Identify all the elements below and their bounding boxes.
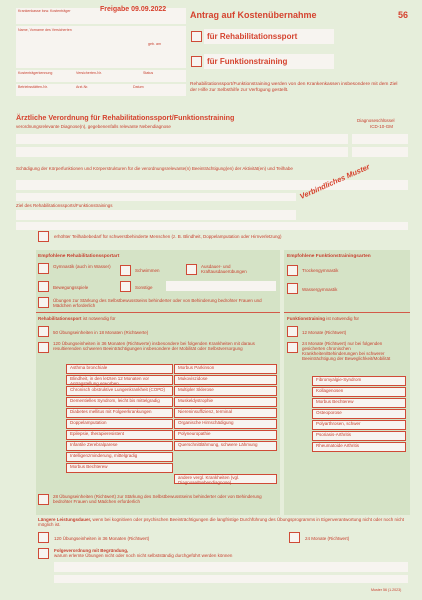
- funktion-divider: [284, 312, 410, 313]
- followup-field-1[interactable]: [54, 562, 408, 572]
- disease-item[interactable]: Fibromyalgie-Syndrom: [312, 376, 406, 386]
- sport-sonstige-checkbox[interactable]: [120, 281, 131, 292]
- insured-no-label: Versicherten-Nr.: [76, 71, 102, 75]
- disease-item[interactable]: Polyneuropathie: [174, 430, 277, 440]
- icd-field-2[interactable]: [352, 147, 408, 157]
- funktionstraining-option-label: für Funktionstraining: [207, 57, 288, 66]
- rehasport-necessary-title: Rehabilitationssport ist notwendig für: [38, 316, 116, 321]
- goal-field-2[interactable]: [16, 222, 408, 230]
- sport-schwimmen-checkbox[interactable]: [120, 265, 131, 276]
- rehasport-recommended-title: Empfohlene Rehabilitationssportart: [38, 254, 120, 259]
- disease-item[interactable]: Psoriasis-Arthritis: [312, 431, 406, 441]
- longer-units120-checkbox[interactable]: [38, 532, 49, 543]
- sport-schwimmen-label: Schwimmen: [135, 268, 160, 273]
- form-title: Antrag auf Kostenübernahme: [190, 10, 317, 20]
- disease-item[interactable]: Morbus Parkinson: [174, 364, 277, 374]
- disease-item[interactable]: Polyarthrosen, schwer: [312, 420, 406, 430]
- insurer-id-label: Kostenträgerkennung: [18, 71, 53, 75]
- disease-item[interactable]: Infantile Zerebralparese: [66, 441, 173, 451]
- disease-item[interactable]: Mukoviszidose: [174, 375, 277, 385]
- disease-item[interactable]: Doppelamputation: [66, 419, 173, 429]
- funktion-wasser-label: Wassergymnastik: [302, 287, 338, 292]
- patient-name-label: Name, Vorname des Versicherten: [18, 28, 72, 32]
- disease-item[interactable]: Kollagenosen: [312, 387, 406, 397]
- disease-item[interactable]: Epilepsie, therapieresistent: [66, 430, 173, 440]
- funktion-12-label: 12 Monate (Richtwert): [302, 330, 347, 335]
- funktion-24-checkbox[interactable]: [287, 342, 298, 353]
- insurer-label: Krankenkasse bzw. Kostenträger: [18, 9, 71, 13]
- sport-gymnastik-checkbox[interactable]: [38, 263, 49, 274]
- diagnosis-field-2[interactable]: [16, 147, 348, 157]
- diag-key-label: Diagnoseschlüssel: [357, 118, 395, 123]
- sport-sonstige-field[interactable]: [166, 281, 276, 291]
- longer-24-checkbox[interactable]: [289, 532, 300, 543]
- increased-need-label: erhöhter Teilhabebedarf für schwerstbehinderte Menschen (z. B. Blindheit, Doppelamputation oder Hirnverletzung): [54, 234, 282, 239]
- disease-item[interactable]: Multipler Sklerose: [174, 386, 277, 396]
- impairment-field-1[interactable]: [16, 180, 408, 190]
- impairment-field-2[interactable]: [16, 193, 296, 201]
- impairment-label: Schädigung der Körperfunktionen und Körperstrukturen für die verordnungsrelevante(n) Beeinträchtigung(en) der Aktivität(en) und Teilhabe: [16, 166, 293, 171]
- rehasport-divider: [36, 312, 280, 313]
- sample-stamp: Verbindliches Muster: [298, 162, 372, 201]
- sport-bewegungsspiele-checkbox[interactable]: [38, 281, 49, 292]
- disease-item[interactable]: Organische Hirnschädigung: [174, 419, 277, 429]
- longer-duration-text: Längere Leistungsdauer, wenn bei kognitiven oder psychischen Beeinträchtigungen die langfristige Durchführung des Übungsprogramms in Eigenverantwortung nicht oder noch nicht möglich ist.: [38, 517, 404, 528]
- units120-checkbox[interactable]: [38, 342, 49, 353]
- units120-label: 120 Übungseinheiten in 36 Monaten (Richtwerte) insbesondere bei folgenden Krankheiten mit daraus resultierenden schweren Beeinträchtigungen insbesondere der Mobilität oder Selbstversorgung: [53, 341, 255, 351]
- funktion-wasser-checkbox[interactable]: [287, 283, 298, 294]
- funktion-trocken-label: Trockengymnastik: [302, 268, 339, 273]
- funktion-24-label: 24 Monate (Richtwert) nur bei folgenden gesicherten chronischen Krankheiten/Behinderungen bei schwerer Beeinträchtigung der Beweglichkeit/Mobilität: [302, 341, 391, 361]
- rehasport-checkbox[interactable]: [191, 31, 202, 42]
- units28-checkbox[interactable]: [38, 494, 49, 505]
- disease-item[interactable]: Muskeldystrophie: [174, 397, 277, 407]
- form-reference: Muster 56 (1.2023): [371, 588, 402, 592]
- rehasport-option[interactable]: [204, 29, 334, 44]
- units50-checkbox[interactable]: [38, 326, 49, 337]
- intro-text: Rehabilitationssport/Funktionstraining werden von den Krankenkassen insbesondere mit dem Ziel der Hilfe zur Selbsthilfe zur Verfügung gestellt.: [190, 82, 398, 93]
- disease-item[interactable]: Rheumatoide Arthritis: [312, 442, 406, 452]
- strength-exercises-label: Übungen zur Stärkung des Selbstbewusstseins behinderter oder von Behinderung bedrohter Frauen und Mädchen erforderlich: [53, 298, 262, 308]
- disease-item[interactable]: Niereninsuffizienz, terminal: [174, 408, 277, 418]
- funktion-12-checkbox[interactable]: [287, 326, 298, 337]
- status-label: Status: [143, 71, 154, 75]
- doctor-no-label: Arzt-Nr.: [76, 85, 89, 89]
- disease-item[interactable]: Intelligenzminderung, mittelgradig: [66, 452, 173, 462]
- disease-item[interactable]: Osteoporose: [312, 409, 406, 419]
- followup-text: Folgeverordnung mit Begründung, warum erlernte Übungen nicht oder noch nicht selbstständig durchgeführt werden können: [54, 548, 233, 559]
- disease-item[interactable]: andere vergl. Krankheiten (vgl. Diagnose/Nebendiagnose): [174, 474, 277, 484]
- funktion-trocken-checkbox[interactable]: [287, 265, 298, 276]
- sport-gymnastik-label: Gymnastik (auch im Wasser): [53, 264, 111, 269]
- funktionstraining-checkbox[interactable]: [191, 56, 202, 67]
- funktion-necessary-title: Funktionstraining ist notwendig für: [287, 316, 360, 321]
- disease-item[interactable]: Blindheit, in den letzten 12 Monaten vor Antragstellung erworben: [66, 375, 173, 385]
- units50-label: 50 Übungseinheiten in 18 Monaten (Richtwerte): [53, 330, 149, 335]
- birth-date-label: geb. am: [148, 42, 161, 46]
- goal-label: Ziel des Rehabilitationssports/Funktionstrainings: [16, 203, 113, 208]
- sport-ausdauer-label: Ausdauer- und Kraftausdauerübungen: [201, 264, 247, 274]
- disease-item[interactable]: Chronisch obstruktive Lungenkrankheit (COPD): [66, 386, 173, 396]
- diagnosis-field-1[interactable]: [16, 134, 348, 144]
- form-number: 56: [398, 10, 409, 20]
- icd-label: ICD-10-GM: [370, 124, 394, 129]
- increased-need-checkbox[interactable]: [38, 231, 49, 242]
- funktionstraining-option[interactable]: [204, 54, 334, 69]
- prescription-title: Ärztliche Verordnung für Rehabilitationssport/Funktionstraining: [16, 113, 235, 122]
- icd-field-1[interactable]: [352, 134, 408, 144]
- disease-item[interactable]: Dementielles Syndrom, leicht bis mittelgradig: [66, 397, 173, 407]
- disease-item[interactable]: Diabetes mellitus mit Folgeerkrankungen: [66, 408, 173, 418]
- disease-item[interactable]: Morbus Bechterew: [66, 463, 173, 473]
- funktion-recommended-title: Empfohlene Funktionstrainingsarten: [287, 254, 371, 259]
- sport-sonstige-label: Sonstige: [135, 285, 153, 290]
- followup-field-2[interactable]: [54, 575, 408, 583]
- units28-label: 28 Übungseinheiten (Richtwert) zur Stärkung des Selbstbewusstseins behinderter oder von Behinderung bedrohter Frauen und Mädchen erforderlich: [53, 494, 262, 504]
- disease-item[interactable]: Morbus Bechterew: [312, 398, 406, 408]
- disease-item[interactable]: Asthma bronchiale: [66, 364, 173, 374]
- release-stamp: Freigabe 09.09.2022: [100, 6, 167, 13]
- goal-field-1[interactable]: [16, 210, 296, 220]
- strength-exercises-checkbox[interactable]: [38, 297, 49, 308]
- sport-ausdauer-checkbox[interactable]: [186, 264, 197, 275]
- rehasport-option-label: für Rehabilitationssport: [207, 32, 298, 41]
- disease-item[interactable]: Querschnittlähmung, schwere Lähmung: [174, 441, 277, 451]
- diagnosis-label: verordnungsrelevante Diagnose(n), gegebenenfalls relevante Nebendiagnose: [16, 124, 171, 129]
- date-label: Datum: [133, 85, 144, 89]
- followup-checkbox[interactable]: [38, 548, 49, 559]
- site-no-label: Betriebsstätten-Nr.: [18, 85, 48, 89]
- longer-units120-label: 120 Übungseinheiten in 36 Monaten (Richtwert): [54, 536, 150, 541]
- longer-24-label: 24 Monate (Richtwert): [305, 536, 350, 541]
- sport-bewegungsspiele-label: Bewegungsspiele: [53, 285, 89, 290]
